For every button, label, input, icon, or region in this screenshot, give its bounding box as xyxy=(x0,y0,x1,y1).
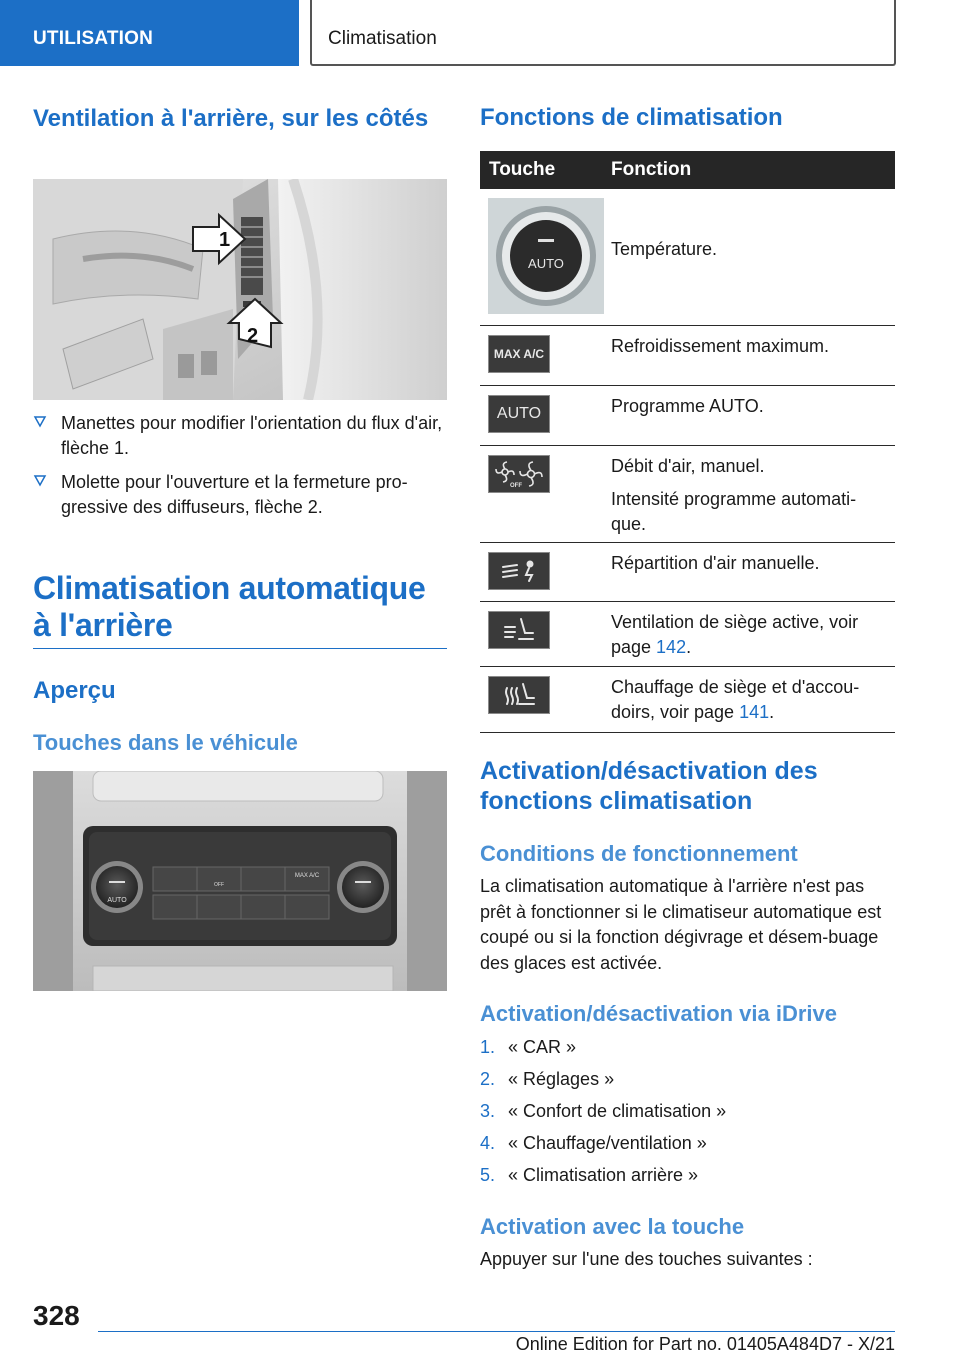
air-distribution-icon xyxy=(488,552,550,590)
footer-edition: Online Edition for Part no. 01405A484D7 - X/21 xyxy=(515,1334,895,1354)
table-row xyxy=(480,326,895,386)
title-divider xyxy=(33,648,447,649)
max-ac-icon xyxy=(488,335,550,373)
header-chapter-label: Climatisation xyxy=(328,28,437,49)
rear-climate-panel-photo xyxy=(33,771,447,991)
function-text: Température. xyxy=(611,239,718,259)
function-text-secondary: Intensité programme automati-que. xyxy=(611,489,857,534)
col-key-header: Touche xyxy=(489,159,556,180)
rear-vent-photo xyxy=(33,179,447,400)
callout-2: 2 xyxy=(247,325,259,347)
functions-table xyxy=(480,151,895,733)
header-section-label: UTILISATION xyxy=(33,28,154,49)
page-link-142[interactable]: 142 xyxy=(656,637,687,657)
function-text: Chauffage de siège et d'accou-doirs, voir page 141. xyxy=(611,677,860,722)
buttons-title: Touches dans le véhicule xyxy=(33,730,298,755)
conditions-text: La climatisation automatique à l'arrière n'est pas prêt à fonctionner si le climatiseur automatique est coupé ou si la fonction dégivrage et désem-buage des glaces est activée. xyxy=(480,876,882,973)
functions-title: Fonctions de climatisation xyxy=(480,104,783,131)
bullet-item xyxy=(33,470,443,522)
activation-title: Activation/désactivation des fonctions climatisation xyxy=(480,757,818,815)
table-row xyxy=(480,543,895,602)
callout-1: 1 xyxy=(219,229,231,251)
bullet-text: Manettes pour modifier l'orientation du flux d'air, flèche 1. xyxy=(61,413,443,458)
header-section-tab xyxy=(0,0,299,66)
seat-ventilation-icon xyxy=(488,611,550,649)
vent-title: Ventilation à l'arrière, sur les côtés xyxy=(33,105,429,132)
table-row xyxy=(480,446,895,543)
button-text: Appuyer sur l'une des touches suivantes : xyxy=(480,1249,813,1269)
knob-label: AUTO xyxy=(528,256,564,271)
col-function-header: Fonction xyxy=(611,159,692,180)
function-text: Ventilation de siège active, voir page 142. xyxy=(611,612,859,657)
max-ac-icon-label: MAX A/C xyxy=(493,347,545,361)
main-title: Climatisation automatique à l'arrière xyxy=(33,570,426,643)
panel-max-ac-label: MAX A/C xyxy=(294,873,320,879)
table-row xyxy=(480,602,895,667)
bullet-item xyxy=(33,411,443,463)
function-text: Refroidissement maximum. xyxy=(611,336,830,356)
table-row xyxy=(480,386,895,446)
function-text: Débit d'air, manuel. xyxy=(611,456,765,476)
panel-auto-label: AUTO xyxy=(107,897,127,904)
header-chapter-box xyxy=(310,0,896,66)
table-row xyxy=(480,667,895,733)
page-number: 328 xyxy=(33,1300,80,1331)
footer-divider xyxy=(98,1331,895,1332)
triangle-bullet-icon xyxy=(33,473,47,487)
function-text: Programme AUTO. xyxy=(611,396,764,416)
table-header xyxy=(480,151,895,189)
seat-heating-icon xyxy=(488,676,550,714)
function-text: Répartition d'air manuelle. xyxy=(611,553,820,573)
temperature-knob-icon xyxy=(488,198,604,314)
triangle-bullet-icon xyxy=(33,414,47,428)
table-row xyxy=(480,189,895,326)
idrive-title: Activation/désactivation via iDrive xyxy=(480,1001,838,1026)
panel-off-label: OFF xyxy=(214,882,224,888)
fan-off-label: OFF xyxy=(510,483,522,489)
button-title: Activation avec la touche xyxy=(480,1214,745,1239)
fan-speed-icon xyxy=(488,455,550,493)
page-link-141[interactable]: 141 xyxy=(739,702,770,722)
conditions-title: Conditions de fonctionnement xyxy=(480,841,798,866)
bullet-text: Molette pour l'ouverture et la fermeture pro-gressive des diffuseurs, flèche 2. xyxy=(61,472,408,517)
overview-title: Aperçu xyxy=(33,677,116,704)
auto-icon-label: AUTO xyxy=(496,405,542,422)
auto-icon xyxy=(488,395,550,433)
